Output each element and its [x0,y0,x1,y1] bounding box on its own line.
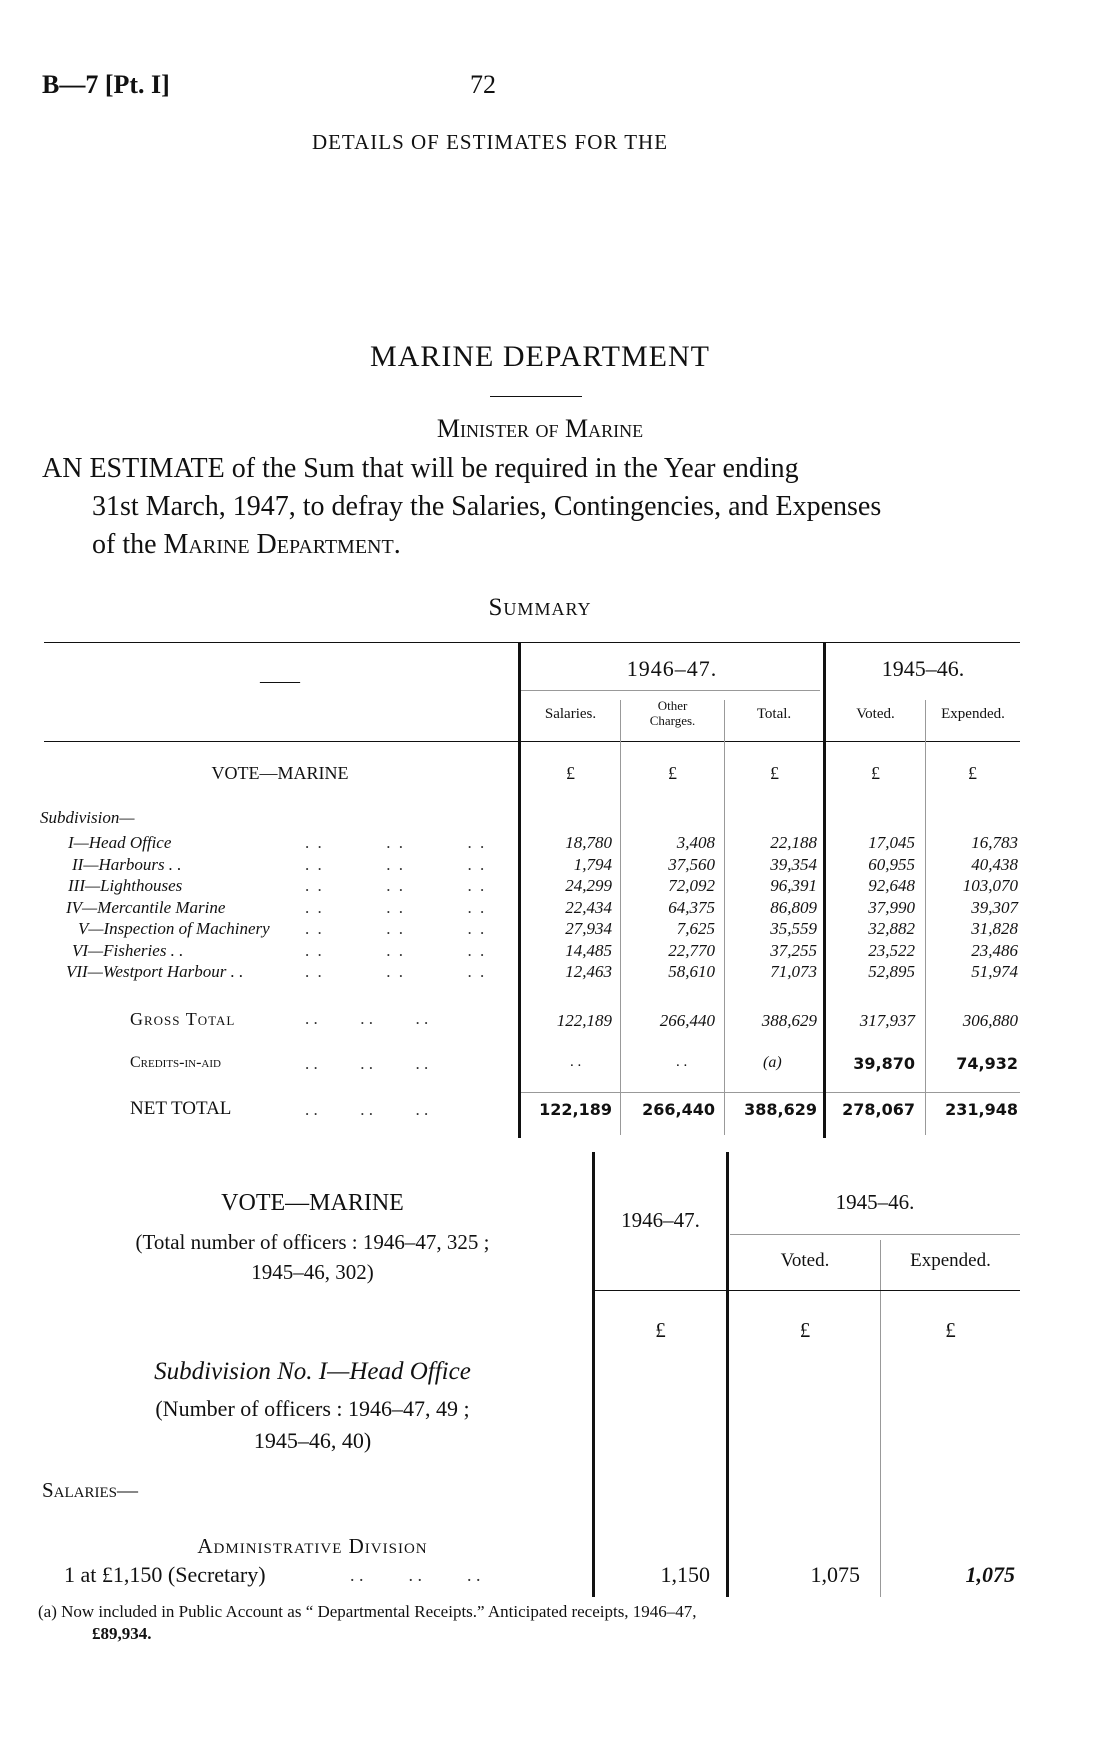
net-expended: 231,948 [945,1100,1018,1119]
summary-cell-salaries: 22,434 [565,897,612,917]
summary-row-dots: . . . . . . [305,897,487,917]
summary-cell-other: 72,092 [668,876,715,895]
pound-voted: £ [871,763,880,783]
summary-cell-other: 58,610 [668,962,715,981]
summary-cell-other: 7,625 [676,919,715,938]
col-other-line1: Other [657,698,688,713]
summary-cell-expended: 31,828 [971,919,1018,938]
summary-cell-voted: 32,882 [868,919,915,938]
summary-cell-salaries: 24,299 [565,876,612,895]
estimate-text-line1: AN ESTIMATE of the Sum that will be required in the Year ending [42,453,799,484]
summary-row-label: III—Lighthouses [68,876,183,895]
summary-row-label: VII—Westport Harbour . . [66,962,244,981]
summary-cell-total: 37,255 [770,940,817,960]
summary-cell-total: 35,559 [770,919,817,938]
detail-officers-line1: (Total number of officers : 1946–47, 325 ; [135,1230,490,1254]
title-rule [490,396,582,397]
summary-header-dash: —— [260,670,300,692]
summary-cell-expended: 103,070 [962,876,1018,895]
subdivision-label: Subdivision— [40,808,135,827]
net-voted: 278,067 [842,1100,915,1119]
net-total: 388,629 [744,1100,817,1119]
summary-cell-other: 64,375 [668,897,715,917]
footnote-line1: (a) Now included in Public Account as “ Departmental Receipts.” Anticipated receipts, 1946–47, [38,1602,697,1621]
summary-cell-total: 96,391 [770,876,817,895]
summary-row-label: V—Inspection of Machinery [78,919,270,938]
summary-cell-voted: 52,895 [868,962,915,981]
col-other-charges [621,698,724,728]
summary-cell-total: 22,188 [770,833,817,852]
detail-pound-voted: £ [799,1318,811,1342]
summary-cell-expended: 40,438 [971,854,1018,874]
summary-cell-voted: 23,522 [868,940,915,960]
summary-cell-salaries: 1,794 [573,854,612,874]
summary-cell-total: 71,073 [770,962,817,981]
net-salaries: 122,189 [539,1100,612,1119]
credits-dots: . . . . . . [305,1054,429,1073]
col-salaries: Salaries. [544,706,597,722]
gross-expended: 306,880 [962,1011,1018,1030]
summary-cell-voted: 17,045 [868,833,915,852]
detail-officers-line2: 1945–46, 302) [251,1260,374,1284]
detail-col-expended: Expended. [910,1250,991,1271]
summary-cell-other: 37,560 [668,854,715,874]
summary-row-label: I—Head Office [68,833,172,852]
credits-total: (a) [763,1054,782,1071]
summary-row [44,962,1034,982]
detail-pound-1946: £ [655,1318,666,1342]
summary-cell-expended: 51,974 [971,962,1018,981]
item-value-voted: 1,075 [810,1562,860,1587]
detail-subdivision-title: Subdivision No. I—Head Office [154,1358,471,1385]
gross-other: 266,440 [659,1011,715,1030]
detail-sub-officers-line1: (Number of officers : 1946–47, 49 ; [155,1396,470,1421]
pound-total: £ [770,763,779,783]
summary-cell-expended: 23,486 [971,940,1018,960]
footnote-line2: £89,934. [92,1624,152,1643]
summary-cell-salaries: 27,934 [565,919,612,938]
estimate-text-line2: 31st March, 1947, to defray the Salaries, Contingencies, and Expenses [92,491,882,522]
summary-row-dots: . . . . . . [305,833,487,852]
credits-label: Credits-in-aid [130,1054,221,1071]
summary-cell-other: 3,408 [676,833,715,852]
summary-cell-voted: 60,955 [868,854,915,874]
col-other-line2: Charges. [649,713,696,728]
item-value-1946: 1,150 [660,1562,710,1587]
summary-row [44,833,1034,853]
detail-sub-officers-line2: 1945–46, 40) [253,1428,372,1453]
summary-cell-other: 22,770 [668,940,715,960]
item-label: 1 at £1,150 (Secretary) [64,1562,266,1587]
summary-cell-voted: 37,990 [868,897,915,917]
item-dots: . . . . . . [350,1565,481,1585]
pound-salaries: £ [566,763,575,783]
summary-cell-total: 39,354 [770,854,817,874]
summary-row-dots: . . . . . . [305,919,487,938]
col-expended: Expended. [941,706,1005,722]
estimate-text-line3-prefix: of the [92,529,164,560]
minister-heading: Minister of Marine [436,414,644,443]
summary-row [44,919,1034,939]
summary-vote-label: VOTE—MARINE [211,763,349,783]
detail-col-voted: Voted. [780,1250,830,1271]
summary-cell-salaries: 14,485 [565,940,612,960]
summary-row-dots: . . . . . . [305,854,487,874]
gross-total-dots: . . . . . . [305,1009,429,1028]
detail-pound-expended: £ [945,1318,956,1342]
gross-total: 388,629 [761,1011,817,1030]
salaries-heading: Salaries— [42,1478,139,1502]
credits-voted: 39,870 [853,1054,915,1073]
department-title: MARINE DEPARTMENT [370,340,710,373]
summary-row [44,898,1034,918]
summary-row-dots: . . . . . . [305,876,487,895]
detail-vote-title: VOTE—MARINE [221,1190,404,1216]
net-total-label: NET TOTAL [130,1098,232,1119]
summary-cell-expended: 39,307 [971,897,1018,917]
item-value-expended: 1,075 [965,1562,1015,1587]
detail-year-1945: 1945–46. [835,1190,915,1214]
summary-row-dots: . . . . . . [305,940,487,960]
summary-cell-salaries: 12,463 [565,962,612,981]
credits-salaries: . . [570,1054,582,1070]
summary-row-dots: . . . . . . [305,962,487,981]
col-total: Total. [756,706,792,722]
net-other: 266,440 [642,1100,715,1119]
gross-total-label: Gross Total [130,1009,236,1029]
summary-heading: Summary [488,594,592,621]
division-heading: Administrative Division [197,1534,428,1558]
running-title: DETAILS OF ESTIMATES FOR THE [311,130,669,154]
summary-cell-total: 86,809 [770,897,817,917]
credits-expended: 74,932 [956,1054,1018,1073]
pound-expended: £ [968,763,977,783]
summary-row [44,941,1034,961]
gross-salaries: 122,189 [556,1011,612,1030]
estimate-text-line3 [92,529,401,561]
summary-row [44,855,1034,875]
page-number: 72 [470,70,496,99]
summary-row-label: IV—Mercantile Marine [66,897,226,917]
detail-year-1946: 1946–47. [621,1208,700,1232]
pound-other: £ [668,763,677,783]
net-total-dots: . . . . . . [305,1100,429,1119]
summary-year-1945: 1945–46. [881,656,965,681]
summary-cell-salaries: 18,780 [565,833,612,852]
page-code: B—7 [Pt. I] [42,70,170,99]
summary-year-1946: 1946–47. [626,656,718,681]
estimate-text-dept-name: Marine Department. [163,529,401,560]
gross-voted: 317,937 [859,1011,915,1030]
summary-cell-expended: 16,783 [971,833,1018,852]
col-voted: Voted. [856,706,895,722]
summary-row-label: VI—Fisheries . . [72,940,184,960]
summary-row-label: II—Harbours . . [72,854,182,874]
summary-row [44,876,1034,896]
credits-other: . . [676,1054,688,1070]
summary-cell-voted: 92,648 [868,876,915,895]
